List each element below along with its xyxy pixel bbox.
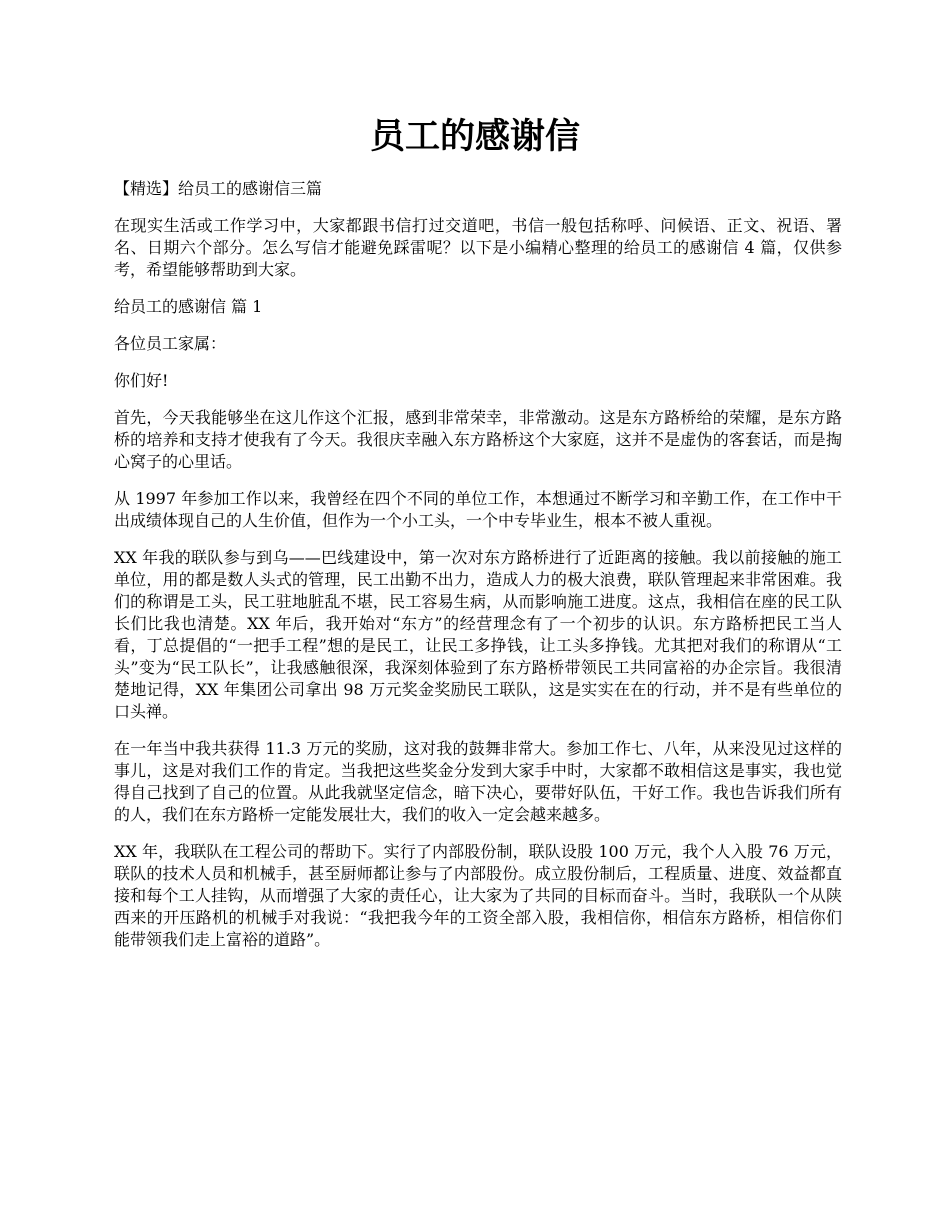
intro-paragraph: 在现实生活或工作学习中，大家都跟书信打过交道吧，书信一般包括称呼、问候语、正文、祝语、署名、日期六个部分。怎么写信才能避免踩雷呢？以下是小编精心整理的给员工的感谢信 4 篇，仅供参考，希望能够帮助到大家。: [114, 216, 842, 279]
body-paragraph: 首先，今天我能够坐在这儿作这个汇报，感到非常荣幸，非常激动。这是东方路桥给的荣耀，是东方路桥的培养和支持才使我有了今天。我很庆幸融入东方路桥这个大家庭，这并不是虚伪的客套话，而是掏心窝子的心里话。: [114, 408, 842, 471]
greeting: 你们好!: [114, 371, 169, 390]
body-paragraph: 从 1997 年参加工作以来，我曾经在四个不同的单位工作，本想通过不断学习和辛勤工作，在工作中干出成绩体现自己的人生价值，但作为一个小工头，一个中专毕业生，根本不被人重视。: [114, 489, 842, 530]
salutation: 各位员工家属：: [114, 334, 227, 353]
section-heading: 给员工的感谢信 篇 1: [114, 297, 263, 316]
body-paragraph: XX 年，我联队在工程公司的帮助下。实行了内部股份制，联队设股 100 万元，我个人入股 76 万元，联队的技术人员和机械手，甚至厨师都让参与了内部股份。成立股份制后，工程质量、进度、效益都直接和每个工人挂钩，从而增强了大家的责任心，让大家为了共同的目标而奋斗。当时，我联队一个从陕西来的开压路机的机械手对我说：“我把我今年的工资全部入股，我相信你，相信东方路桥，相信你们能带领我们走上富裕的道路”。: [114, 842, 842, 949]
subtitle-paragraph: 【精选】给员工的感谢信三篇: [114, 179, 323, 198]
document-body: [114, 178, 842, 966]
body-paragraph: XX 年我的联队参与到乌——巴线建设中，第一次对东方路桥进行了近距离的接触。我以前接触的施工单位，用的都是数人头式的管理，民工出勤不出力，造成人力的极大浪费，联队管理起来非常困难。我们的称谓是工头，民工驻地脏乱不堪，民工容易生病，从而影响施工进度。这点，我相信在座的民工队长们比我也清楚。XX 年后，我开始对“东方”的经营理念有了一个初步的认识。东方路桥把民工当人看，丁总提倡的“一把手工程”想的是民工，让民工多挣钱，让工头多挣钱。尤其把对我们的称谓从“工头”变为“民工队长”，让我感触很深，我深刻体验到了东方路桥带领民工共同富裕的办企宗旨。我很清楚地记得，XX 年集团公司拿出 98 万元奖金奖励民工联队，这是实实在在的行动，并不是有些单位的口头禅。: [114, 548, 842, 721]
body-paragraph: 在一年当中我共获得 11.3 万元的奖励，这对我的鼓舞非常大。参加工作七、八年，从来没见过这样的事儿，这是对我们工作的肯定。当我把这些奖金分发到大家手中时，大家都不敢相信这是事实，我也觉得自己找到了自己的位置。从此我就坚定信念，暗下决心，要带好队伍，干好工作。我也告诉我们所有的人，我们在东方路桥一定能发展壮大，我们的收入一定会越来越多。: [114, 739, 842, 824]
document-title: 员工的感谢信: [369, 116, 580, 157]
